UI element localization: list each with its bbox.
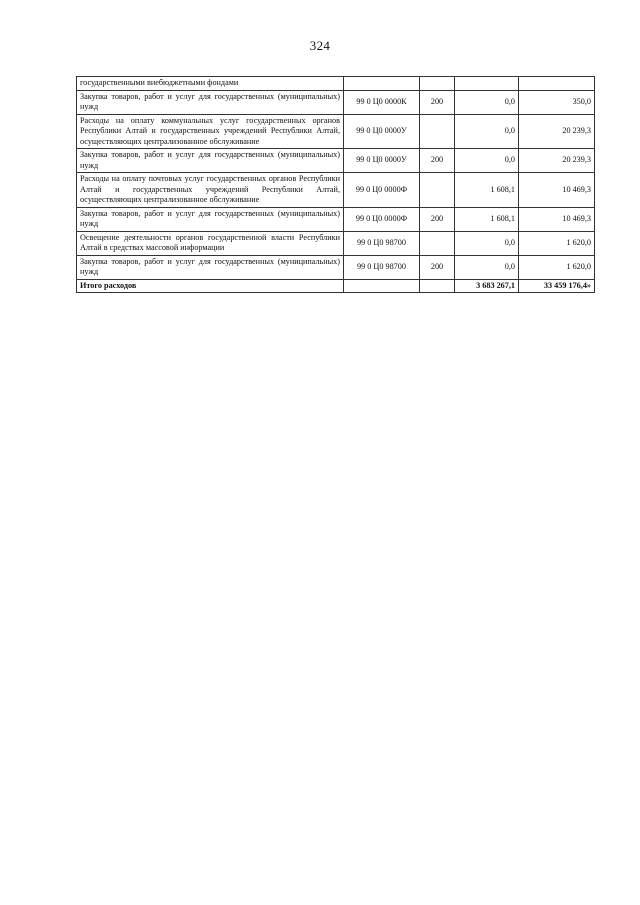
table-row [77, 173, 595, 208]
page-number: 324 [309, 38, 331, 53]
total-label: Итого расходов [77, 279, 344, 293]
table-row [77, 207, 595, 231]
expense-name-cell: Закупка товаров, работ и услуг для государственных (муниципальных) нужд [77, 255, 344, 279]
target-article-cell: 99 0 Ц0 98700 [344, 255, 420, 279]
total-target-article-cell [344, 279, 420, 293]
amount-2-cell: 1 620,0 [519, 231, 595, 255]
amount-2-cell [519, 77, 595, 91]
table-row [77, 231, 595, 255]
budget-table-body [77, 77, 595, 293]
amount-1-cell: 0,0 [455, 114, 519, 149]
expense-name-cell: государственными внебюджетными фондами [77, 77, 344, 91]
amount-2-cell: 10 469,3 [519, 173, 595, 208]
expense-name-cell: Закупка товаров, работ и услуг для государственных (муниципальных) нужд [77, 149, 344, 173]
amount-1-cell: 0,0 [455, 90, 519, 114]
amount-2-cell: 20 239,3 [519, 114, 595, 149]
target-article-cell: 99 0 Ц0 0000Ф [344, 207, 420, 231]
expense-type-cell [420, 77, 455, 91]
target-article-cell [344, 77, 420, 91]
amount-2-cell: 10 469,3 [519, 207, 595, 231]
expense-name-cell: Закупка товаров, работ и услуг для государственных (муниципальных) нужд [77, 207, 344, 231]
expense-type-cell: 200 [420, 90, 455, 114]
amount-1-cell: 1 608,1 [455, 207, 519, 231]
target-article-cell: 99 0 Ц0 0000У [344, 149, 420, 173]
target-article-cell: 99 0 Ц0 0000Ф [344, 173, 420, 208]
amount-1-cell [455, 77, 519, 91]
expense-name-cell: Расходы на оплату почтовых услуг государственных органов Республики Алтай и государственных учреждений Республики Алтай, осуществляющих централизованное обслуживание [77, 173, 344, 208]
table-row [77, 255, 595, 279]
expense-type-cell: 200 [420, 255, 455, 279]
budget-table [76, 76, 595, 293]
amount-1-cell: 0,0 [455, 231, 519, 255]
expense-name-cell: Расходы на оплату коммунальных услуг государственных органов Республики Алтай и государственных учреждений Республики Алтай, осуществляющих централизованное обслуживание [77, 114, 344, 149]
target-article-cell: 99 0 Ц0 98700 [344, 231, 420, 255]
table-row [77, 149, 595, 173]
target-article-cell: 99 0 Ц0 0000К [344, 90, 420, 114]
expense-name-cell: Освещение деятельности органов государственной власти Республики Алтай в средствах массовой информации [77, 231, 344, 255]
total-row [77, 279, 595, 293]
expense-name-cell: Закупка товаров, работ и услуг для государственных (муниципальных) нужд [77, 90, 344, 114]
amount-2-cell: 20 239,3 [519, 149, 595, 173]
table-row [77, 114, 595, 149]
table-row [77, 77, 595, 91]
amount-1-cell: 0,0 [455, 149, 519, 173]
expense-type-cell [420, 173, 455, 208]
amount-2-cell: 350,0 [519, 90, 595, 114]
expense-type-cell [420, 114, 455, 149]
amount-1-cell: 0,0 [455, 255, 519, 279]
target-article-cell: 99 0 Ц0 0000У [344, 114, 420, 149]
amount-1-cell: 1 608,1 [455, 173, 519, 208]
expense-type-cell [420, 231, 455, 255]
total-expense-type-cell [420, 279, 455, 293]
expense-type-cell: 200 [420, 149, 455, 173]
total-amount-2: 33 459 176,4» [519, 279, 595, 293]
table-row [77, 90, 595, 114]
expense-type-cell: 200 [420, 207, 455, 231]
total-amount-1: 3 683 267,1 [455, 279, 519, 293]
amount-2-cell: 1 620,0 [519, 255, 595, 279]
